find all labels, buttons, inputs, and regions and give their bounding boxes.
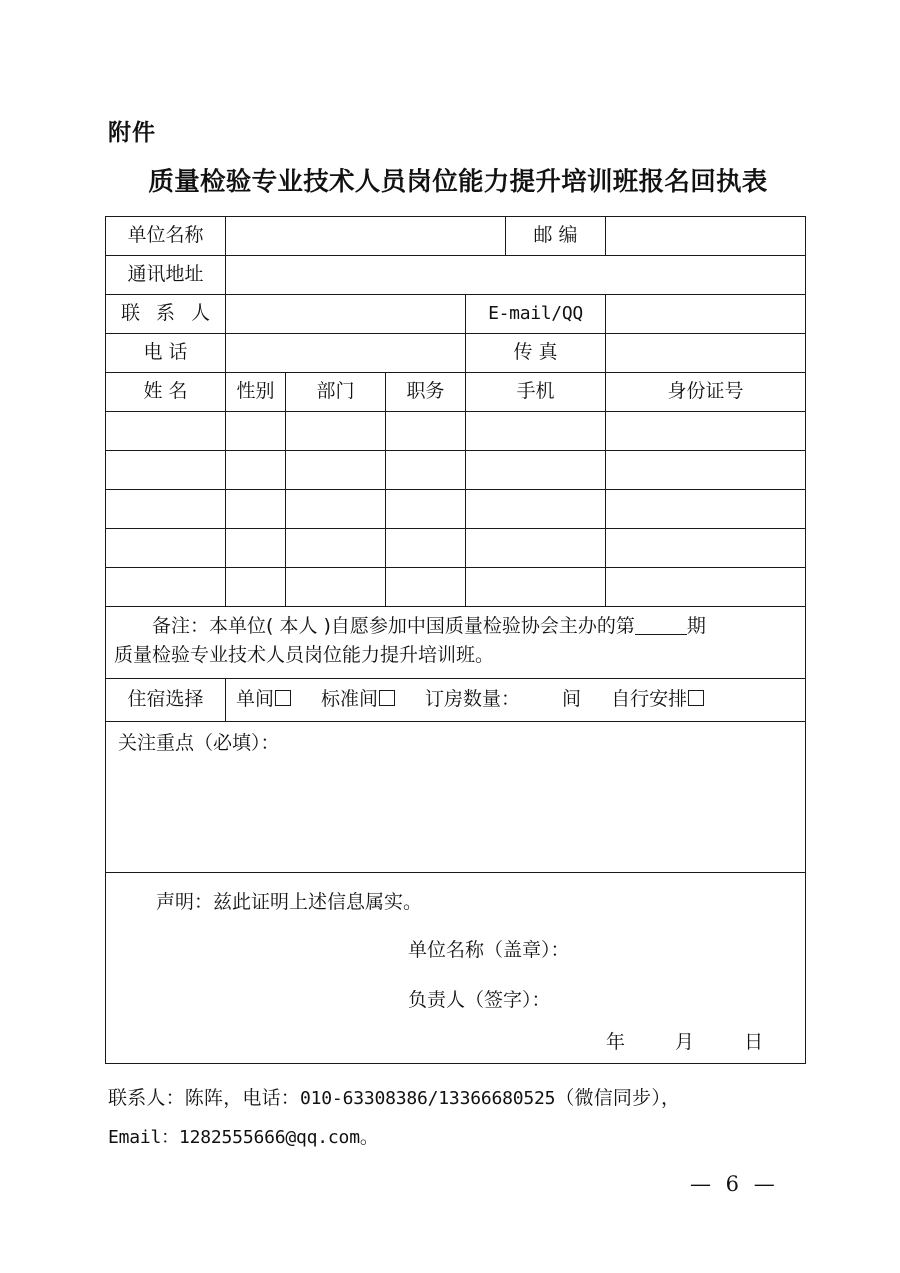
cell-department[interactable] bbox=[286, 412, 386, 451]
cell-position[interactable] bbox=[386, 529, 466, 568]
table-row bbox=[106, 568, 806, 607]
footer-contact-phone: 010-63308386/13366680525 bbox=[300, 1088, 556, 1109]
declaration-cell bbox=[106, 872, 806, 1063]
cell-name[interactable] bbox=[106, 568, 226, 607]
cell-position[interactable] bbox=[386, 490, 466, 529]
cell-mobile[interactable] bbox=[466, 529, 606, 568]
cell-department[interactable] bbox=[286, 568, 386, 607]
column-header-id-number: 身份证号 bbox=[606, 373, 806, 412]
option-standard-room-label: 标准间 bbox=[321, 688, 379, 710]
table-row-focus bbox=[106, 721, 806, 872]
footer-email-value: 1282555666@qq.com bbox=[179, 1126, 360, 1148]
table-row-accommodation bbox=[106, 678, 806, 721]
table-row bbox=[106, 412, 806, 451]
cell-gender[interactable] bbox=[226, 412, 286, 451]
remarks-text-part1: 备注：本单位( 本人 )自愿参加中国质量检验协会主办的第 bbox=[152, 615, 635, 637]
declaration-statement: 声明：兹此证明上述信息属实。 bbox=[156, 890, 423, 913]
footer-contact-info bbox=[108, 1079, 680, 1157]
cell-name[interactable] bbox=[106, 412, 226, 451]
footer-contact-prefix: 联系人：陈阵，电话： bbox=[108, 1087, 301, 1109]
label-accommodation: 住宿选择 bbox=[106, 678, 226, 721]
label-postcode: 邮 编 bbox=[506, 217, 606, 256]
cell-id-number[interactable] bbox=[606, 490, 806, 529]
table-row-remarks bbox=[106, 607, 806, 679]
field-contact-person[interactable] bbox=[226, 295, 466, 334]
label-contact-person: 联 系 人 bbox=[106, 295, 226, 334]
field-address[interactable] bbox=[226, 256, 806, 295]
cell-id-number[interactable] bbox=[606, 412, 806, 451]
cell-gender[interactable] bbox=[226, 490, 286, 529]
label-focus-points: 关注重点（必填）： bbox=[118, 731, 280, 754]
page-title: 质量检验专业技术人员岗位能力提升培训班报名回执表 bbox=[148, 167, 768, 197]
remarks-text-line2: 质量检验专业技术人员岗位能力提升培训班。 bbox=[114, 644, 495, 667]
cell-name[interactable] bbox=[106, 529, 226, 568]
column-header-department: 部门 bbox=[286, 373, 386, 412]
table-row bbox=[106, 490, 806, 529]
cell-department[interactable] bbox=[286, 490, 386, 529]
cell-name[interactable] bbox=[106, 451, 226, 490]
field-postcode[interactable] bbox=[606, 217, 806, 256]
checkbox-standard-room[interactable] bbox=[379, 690, 395, 706]
label-room-count: 订房数量： bbox=[425, 688, 521, 710]
cell-mobile[interactable] bbox=[466, 451, 606, 490]
table-row-address bbox=[106, 256, 806, 295]
cell-name[interactable] bbox=[106, 490, 226, 529]
table-row-declaration bbox=[106, 872, 806, 1063]
cell-mobile[interactable] bbox=[466, 412, 606, 451]
field-org-name[interactable] bbox=[226, 217, 506, 256]
label-org-name: 单位名称 bbox=[106, 217, 226, 256]
label-email-qq: E-mail/QQ bbox=[466, 295, 606, 334]
table-row-contact bbox=[106, 295, 806, 334]
label-room-unit: 间 bbox=[562, 688, 582, 710]
remarks-cell bbox=[106, 607, 806, 679]
label-fax: 传 真 bbox=[466, 334, 606, 373]
table-row-org-name bbox=[106, 217, 806, 256]
table-row bbox=[106, 451, 806, 490]
cell-id-number[interactable] bbox=[606, 529, 806, 568]
field-email-qq[interactable] bbox=[606, 295, 806, 334]
label-phone: 电 话 bbox=[106, 334, 226, 373]
cell-gender[interactable] bbox=[226, 451, 286, 490]
footer-contact-suffix: （微信同步）， bbox=[555, 1087, 681, 1109]
table-row-phone-fax bbox=[106, 334, 806, 373]
declaration-date-line[interactable]: 年 月 日 bbox=[606, 1030, 786, 1053]
footer-line-email bbox=[108, 1118, 680, 1157]
footer-email-label: Email： bbox=[108, 1126, 179, 1148]
checkbox-single-room[interactable] bbox=[275, 690, 291, 706]
remarks-text-part2: 期 bbox=[686, 615, 706, 637]
cell-department[interactable] bbox=[286, 451, 386, 490]
table-row-person-headers bbox=[106, 373, 806, 412]
accommodation-options bbox=[226, 678, 806, 721]
cell-gender[interactable] bbox=[226, 568, 286, 607]
cell-position[interactable] bbox=[386, 568, 466, 607]
cell-department[interactable] bbox=[286, 529, 386, 568]
page-number: — 6 — bbox=[690, 1172, 779, 1196]
registration-form-table bbox=[105, 216, 806, 1064]
footer-email-suffix: 。 bbox=[359, 1125, 380, 1148]
cell-gender[interactable] bbox=[226, 529, 286, 568]
field-fax[interactable] bbox=[606, 334, 806, 373]
remarks-fill-blank[interactable] bbox=[635, 634, 687, 635]
attachment-label: 附件 bbox=[108, 120, 156, 146]
cell-id-number[interactable] bbox=[606, 451, 806, 490]
field-phone[interactable] bbox=[226, 334, 466, 373]
option-single-room-label: 单间 bbox=[236, 688, 275, 710]
column-header-name: 姓 名 bbox=[106, 373, 226, 412]
declaration-org-seal[interactable]: 单位名称（盖章）： bbox=[408, 938, 570, 961]
cell-position[interactable] bbox=[386, 412, 466, 451]
cell-mobile[interactable] bbox=[466, 490, 606, 529]
cell-mobile[interactable] bbox=[466, 568, 606, 607]
option-self-arranged-label: 自行安排 bbox=[611, 688, 688, 710]
table-row bbox=[106, 529, 806, 568]
checkbox-self-arranged[interactable] bbox=[688, 690, 704, 706]
cell-id-number[interactable] bbox=[606, 568, 806, 607]
footer-line-contact bbox=[108, 1079, 680, 1118]
label-address: 通讯地址 bbox=[106, 256, 226, 295]
column-header-mobile: 手机 bbox=[466, 373, 606, 412]
cell-position[interactable] bbox=[386, 451, 466, 490]
focus-cell[interactable] bbox=[106, 721, 806, 872]
column-header-position: 职务 bbox=[386, 373, 466, 412]
declaration-signature[interactable]: 负责人（签字）： bbox=[408, 988, 551, 1011]
column-header-gender: 性别 bbox=[226, 373, 286, 412]
